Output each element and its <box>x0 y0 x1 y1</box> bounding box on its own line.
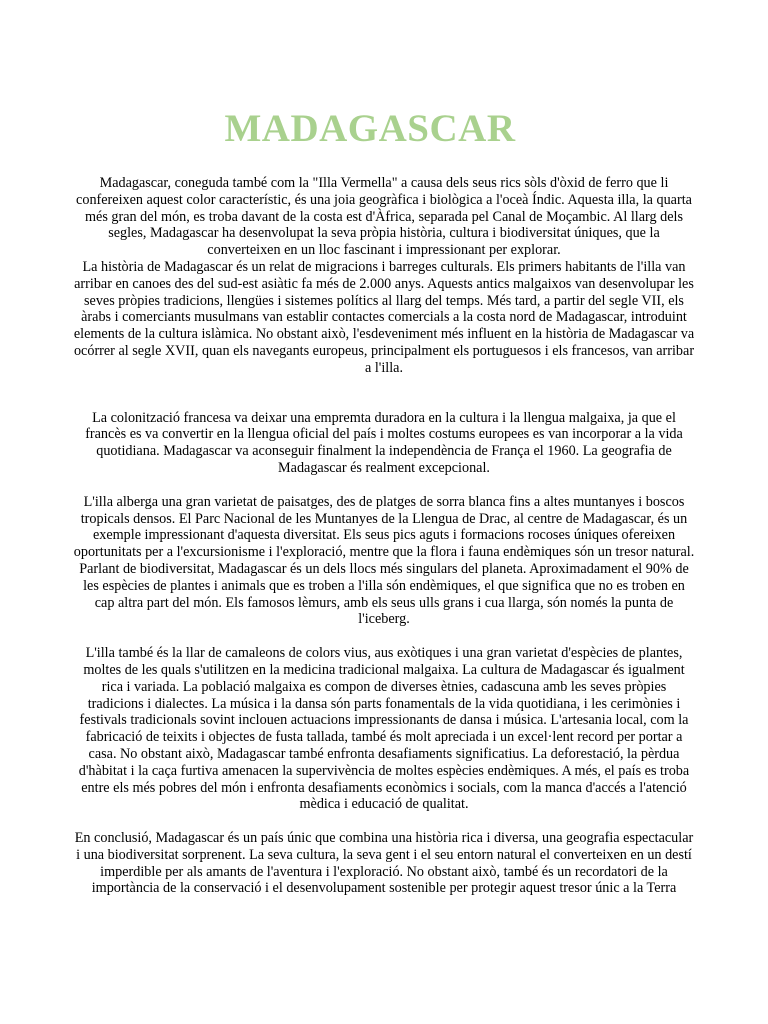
paragraph-history: La història de Madagascar és un relat de migracions i barreges culturals. Els primers habitants de l'illa van arribar en canoes des del sud-est asiàtic fa més de 2.000 anys. Aquests antics malgaixos van desenvolupar les seves pròpies tradicions, llengües i sistemes polítics al llarg del temps. Més tard, a partir del segle VII, els àrabs i comerciants musulmans van establir contactes comercials a la costa nord de Madagascar, introduint elements de la cultura islàmica. No obstant això, l'esdeveniment més influent en la història de Madagascar va ocórrer al segle XVII, quan els navegants europeus, principalment els portuguesos i els francesos, van arribar a l'illa. <box>73 258 695 376</box>
paragraph-conclusion: En conclusió, Madagascar és un país únic que combina una història rica i diversa, una geografia espectacular i una biodiversitat sorprenent. La seva cultura, la seva gent i el seu entorn natural el converteixen en un destí imperdible per als amants de l'aventura i l'exploració. No obstant això, també és un recordatori de la importància de la conservació i el desenvolupament sostenible per protegir aquest tresor únic a la Terra <box>74 830 694 897</box>
paragraph-spacer <box>72 477 696 494</box>
paragraph-spacer <box>72 813 696 830</box>
document-body <box>72 175 696 897</box>
paragraph-spacer <box>72 628 696 645</box>
paragraph-spacer <box>72 377 696 410</box>
paragraph-geography: L'illa alberga una gran varietat de paisatges, des de platges de sorra blanca fins a altes muntanyes i boscos tropicals densos. El Parc Nacional de les Muntanyes de la Llengua de Drac, al centre de Madagascar, és un exemple impressionant d'aquesta diversitat. Els seus pics aguts i formacions rocoses úniques ofereixen oportunitats per a l'excursionisme i l'exploració, mentre que la flora i fauna endèmiques són un tresor natural. Parlant de biodiversitat, Madagascar és un dels llocs més singulars del planeta. Aproximadament el 90% de les espècies de plantes i animals que es troben a l'illa són endèmiques, el que significa que no es troben en cap altra part del món. Els famosos lèmurs, amb els seus ulls grans i cua llarga, són només la punta de l'iceberg. <box>73 493 695 628</box>
paragraph-intro: Madagascar, coneguda també com la "Illa Vermella" a causa dels seus rics sòls d'òxid de ferro que li confereixen aquest color característic, és una joia geogràfica i biològica a l'oceà Índic. Aquesta illa, la quarta més gran del món, es troba davant de la costa est d'Àfrica, separada pel Canal de Moçambic. Al llarg dels segles, Madagascar ha desenvolupat la seva pròpia història, cultura i biodiversitat úniques, que la converteixen en un lloc fascinant i impressionant per explorar. <box>76 175 692 259</box>
page-title: MADAGASCAR <box>224 107 516 150</box>
paragraph-colonization: La colonització francesa va deixar una empremta duradora en la cultura i la llengua malgaixa, ja que el francès es va convertir en la llengua oficial del país i moltes costums europees es van incorporar a la vida quotidiana. Madagascar va aconseguir finalment la independència de França el 1960. La geografia de Madagascar és realment excepcional. <box>85 409 683 476</box>
paragraph-culture: L'illa també és la llar de camaleons de colors vius, aus exòtiques i una gran varietat d'espècies de plantes, moltes de les quals s'utilitzen en la medicina tradicional malgaixa. La cultura de Madagascar és igualment rica i variada. La població malgaixa es compon de diverses ètnies, cadascuna amb les seves pròpies tradicions i dialectes. La música i la dansa són parts fonamentals de la vida quotidiana, i les cerimònies i festivals tradicionals sovint inclouen actuacions impressionants de dansa i música. L'artesania local, com la fabricació de teixits i objectes de fusta tallada, també és molt apreciada i un excel·lent record per portar a casa. No obstant això, Madagascar també enfronta desafiaments significatius. La deforestació, la pèrdua d'hàbitat i la caça furtiva amenacen la supervivència de moltes espècies endèmiques. A més, el país es troba entre els més pobres del món i enfronta desafiaments econòmics i socials, com la manca d'accés a l'atenció mèdica i educació de qualitat. <box>78 645 690 813</box>
